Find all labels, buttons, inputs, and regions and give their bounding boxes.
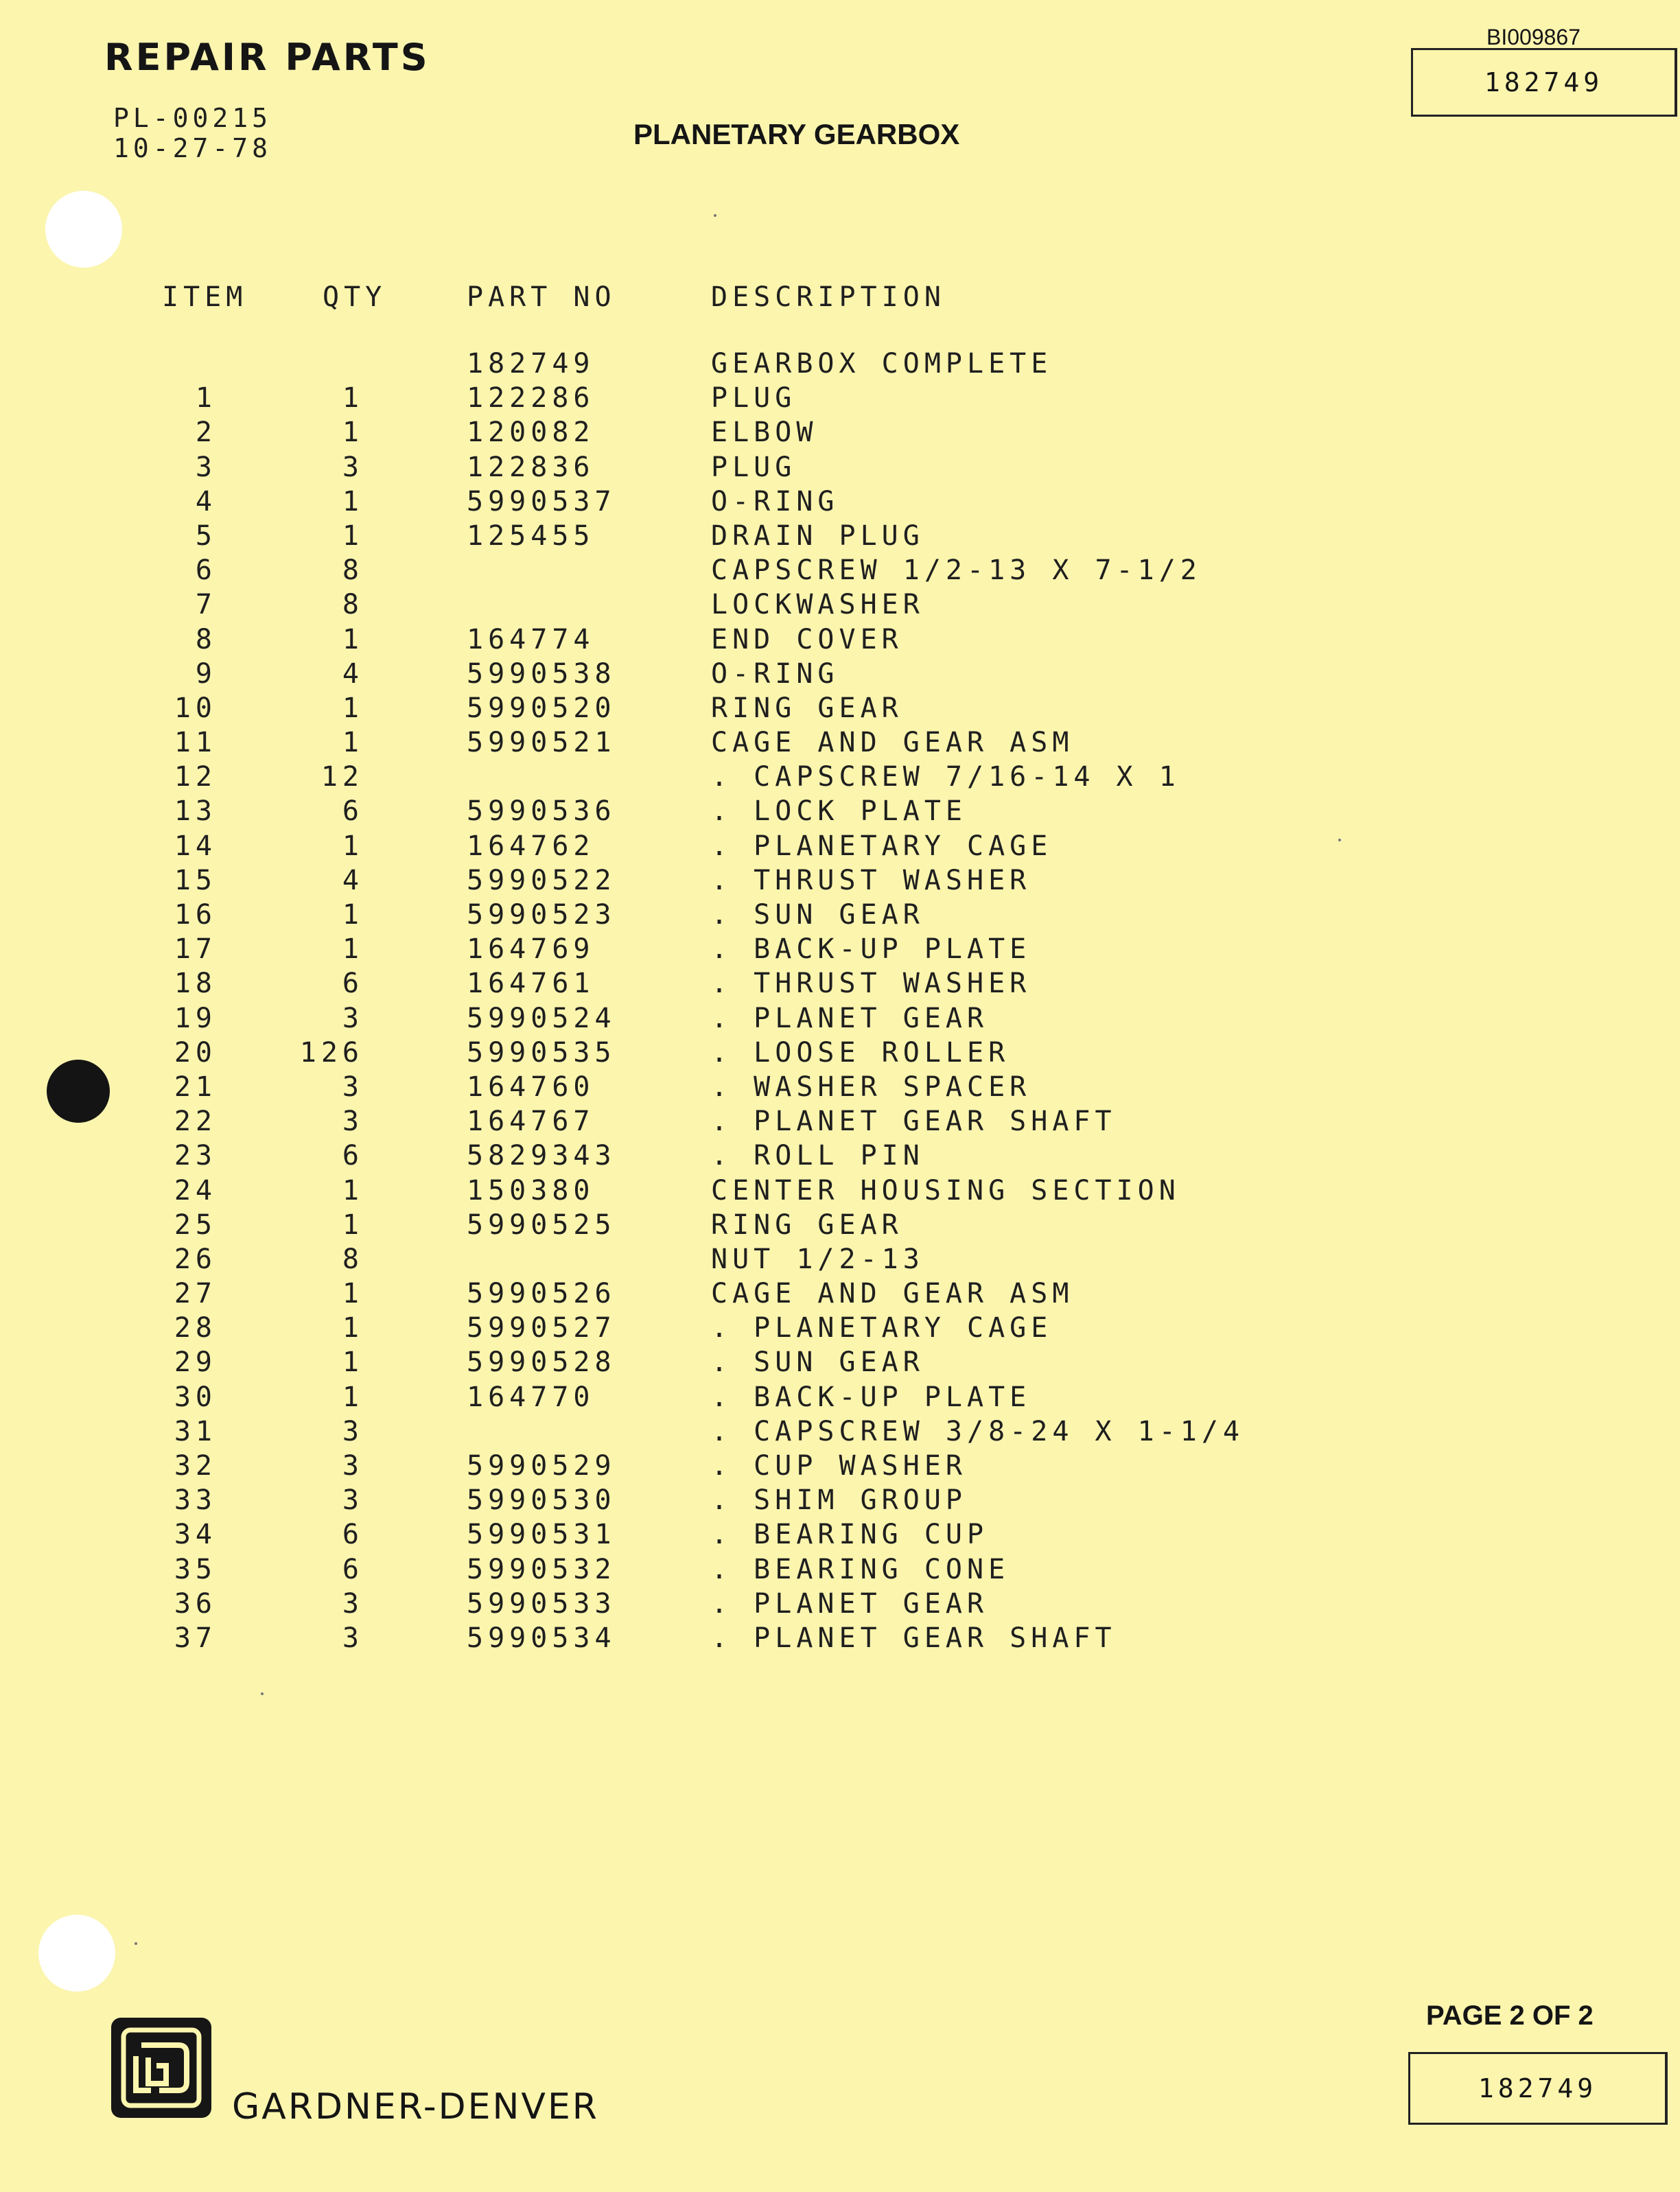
page-number: PAGE 2 OF 2 bbox=[1426, 2001, 1594, 2031]
table-row bbox=[0, 381, 1680, 415]
item-number: 16 bbox=[174, 899, 217, 931]
item-description: . CUP WASHER bbox=[711, 1450, 967, 1482]
item-quantity: 6 bbox=[342, 795, 364, 828]
table-row bbox=[0, 1070, 1680, 1104]
item-number: 2 bbox=[195, 417, 217, 449]
list-date: 10-27-78 bbox=[113, 133, 272, 163]
parts-list-number: PL-00215 bbox=[113, 103, 272, 133]
table-row bbox=[0, 1174, 1680, 1208]
item-part-number: 164761 bbox=[467, 968, 595, 1000]
item-description: NUT 1/2-13 bbox=[711, 1243, 924, 1275]
item-number: 18 bbox=[174, 968, 217, 1000]
item-description: RING GEAR bbox=[711, 692, 903, 724]
item-description: . PLANET GEAR SHAFT bbox=[711, 1106, 1117, 1138]
item-quantity: 3 bbox=[342, 1415, 364, 1447]
speck bbox=[135, 1942, 137, 1945]
item-quantity: 3 bbox=[342, 1106, 364, 1138]
item-description: . SHIM GROUP bbox=[711, 1484, 967, 1517]
item-part-number: 5990523 bbox=[467, 899, 616, 931]
item-quantity: 8 bbox=[342, 555, 364, 587]
item-description: CAGE AND GEAR ASM bbox=[711, 727, 1074, 759]
item-number: 26 bbox=[174, 1243, 217, 1275]
item-number: 22 bbox=[174, 1106, 217, 1138]
item-part-number: 164767 bbox=[467, 1106, 595, 1138]
item-number: 14 bbox=[174, 830, 217, 862]
item-description: . LOOSE ROLLER bbox=[711, 1036, 1010, 1069]
table-row bbox=[0, 1208, 1680, 1242]
item-description: DRAIN PLUG bbox=[711, 520, 924, 552]
item-part-number: 5990537 bbox=[467, 485, 616, 517]
table-row bbox=[0, 1621, 1680, 1655]
item-part-number: 5990533 bbox=[467, 1587, 616, 1620]
item-number: 10 bbox=[174, 692, 217, 724]
item-quantity: 3 bbox=[342, 1071, 364, 1103]
table-row bbox=[0, 1276, 1680, 1311]
item-number: 3 bbox=[195, 451, 217, 483]
table-row bbox=[0, 450, 1680, 485]
item-quantity: 1 bbox=[342, 1381, 364, 1413]
item-number: 23 bbox=[174, 1140, 217, 1172]
item-number: 27 bbox=[174, 1278, 217, 1310]
item-number: 29 bbox=[174, 1346, 217, 1379]
item-part-number: 164769 bbox=[467, 933, 595, 966]
item-number: 25 bbox=[174, 1209, 217, 1241]
item-quantity: 3 bbox=[342, 1002, 364, 1034]
item-part-number: 5990521 bbox=[467, 727, 616, 759]
item-number: 7 bbox=[195, 589, 217, 621]
item-part-number: 5990524 bbox=[467, 1002, 616, 1034]
item-description: GEARBOX COMPLETE bbox=[711, 348, 1053, 380]
item-description: . PLANET GEAR bbox=[711, 1587, 989, 1620]
item-number: 31 bbox=[174, 1415, 217, 1447]
gardner-denver-logo-graphic bbox=[111, 2018, 211, 2118]
table-row bbox=[0, 1552, 1680, 1587]
item-description: END COVER bbox=[711, 623, 903, 655]
item-quantity: 3 bbox=[342, 1622, 364, 1654]
item-description: . PLANETARY CAGE bbox=[711, 830, 1053, 862]
table-row bbox=[0, 794, 1680, 828]
item-quantity: 1 bbox=[342, 1346, 364, 1379]
table-row bbox=[0, 966, 1680, 1001]
item-quantity: 1 bbox=[342, 899, 364, 931]
part-number-box-top bbox=[1411, 48, 1677, 117]
item-part-number: 5990535 bbox=[467, 1036, 616, 1069]
item-quantity: 1 bbox=[342, 1174, 364, 1206]
item-description: O-RING bbox=[711, 657, 839, 690]
item-part-number: 5990538 bbox=[467, 657, 616, 690]
table-row bbox=[0, 622, 1680, 657]
column-header-description: DESCRIPTION bbox=[711, 281, 946, 313]
table-row bbox=[0, 519, 1680, 553]
item-number: 11 bbox=[174, 727, 217, 759]
item-description: . PLANETARY CAGE bbox=[711, 1312, 1053, 1344]
item-part-number: 164762 bbox=[467, 830, 595, 862]
item-part-number: 120082 bbox=[467, 417, 595, 449]
item-description: CENTER HOUSING SECTION bbox=[711, 1174, 1180, 1206]
table-row bbox=[0, 1587, 1680, 1621]
item-part-number: 5990534 bbox=[467, 1622, 616, 1654]
item-number: 8 bbox=[195, 623, 217, 655]
item-quantity: 3 bbox=[342, 1484, 364, 1517]
table-row bbox=[0, 1242, 1680, 1276]
item-description: . BEARING CUP bbox=[711, 1519, 989, 1551]
item-part-number: 5829343 bbox=[467, 1140, 616, 1172]
item-quantity: 1 bbox=[342, 1209, 364, 1241]
table-row bbox=[0, 691, 1680, 725]
item-number: 15 bbox=[174, 864, 217, 896]
item-part-number: 5990525 bbox=[467, 1209, 616, 1241]
item-description: . THRUST WASHER bbox=[711, 968, 1031, 1000]
item-number: 33 bbox=[174, 1484, 217, 1517]
table-row bbox=[0, 829, 1680, 863]
item-quantity: 1 bbox=[342, 692, 364, 724]
item-part-number: 5990520 bbox=[467, 692, 616, 724]
item-number: 12 bbox=[174, 761, 217, 793]
item-part-number: 5990532 bbox=[467, 1553, 616, 1585]
table-row bbox=[0, 863, 1680, 898]
table-row bbox=[0, 760, 1680, 794]
item-quantity: 8 bbox=[342, 589, 364, 621]
item-description: . LOCK PLATE bbox=[711, 795, 967, 828]
parts-table bbox=[0, 347, 1680, 1655]
column-header-qty: QTY bbox=[323, 281, 387, 313]
item-description: . THRUST WASHER bbox=[711, 864, 1031, 896]
table-row bbox=[0, 1036, 1680, 1070]
item-description: O-RING bbox=[711, 485, 839, 517]
item-quantity: 8 bbox=[342, 1243, 364, 1275]
item-part-number: 164760 bbox=[467, 1071, 595, 1103]
binder-hole-top bbox=[45, 191, 122, 268]
table-row bbox=[0, 657, 1680, 691]
item-quantity: 1 bbox=[342, 417, 364, 449]
column-header-item: ITEM bbox=[162, 281, 248, 313]
item-number: 35 bbox=[174, 1553, 217, 1585]
item-part-number: 182749 bbox=[467, 348, 595, 380]
item-quantity: 4 bbox=[342, 864, 364, 896]
item-number: 6 bbox=[195, 555, 217, 587]
item-number: 1 bbox=[195, 382, 217, 415]
item-quantity: 12 bbox=[320, 761, 364, 793]
item-description: . CAPSCREW 7/16-14 X 1 bbox=[711, 761, 1180, 793]
item-number: 5 bbox=[195, 520, 217, 552]
item-description: CAPSCREW 1/2-13 X 7-1/2 bbox=[711, 555, 1202, 587]
item-part-number: 5990530 bbox=[467, 1484, 616, 1517]
speck bbox=[714, 214, 716, 217]
item-part-number: 5990526 bbox=[467, 1278, 616, 1310]
binder-hole-bottom bbox=[38, 1915, 115, 1992]
item-part-number: 5990528 bbox=[467, 1346, 616, 1379]
item-part-number: 5990522 bbox=[467, 864, 616, 896]
item-number: 34 bbox=[174, 1519, 217, 1551]
table-row bbox=[0, 1345, 1680, 1379]
part-number-box-bottom-value: 182749 bbox=[1478, 2073, 1598, 2103]
item-description: CAGE AND GEAR ASM bbox=[711, 1278, 1074, 1310]
item-part-number: 5990527 bbox=[467, 1312, 616, 1344]
item-quantity: 3 bbox=[342, 451, 364, 483]
item-description: . ROLL PIN bbox=[711, 1140, 924, 1172]
item-description: . SUN GEAR bbox=[711, 1346, 924, 1379]
item-part-number: 150380 bbox=[467, 1174, 595, 1206]
item-number: 32 bbox=[174, 1450, 217, 1482]
table-row bbox=[0, 415, 1680, 450]
item-number: 37 bbox=[174, 1622, 217, 1654]
item-part-number: 164774 bbox=[467, 623, 595, 655]
item-part-number: 122286 bbox=[467, 382, 595, 415]
item-part-number: 125455 bbox=[467, 520, 595, 552]
item-description: . PLANET GEAR SHAFT bbox=[711, 1622, 1117, 1654]
item-quantity: 6 bbox=[342, 1140, 364, 1172]
table-row bbox=[0, 1517, 1680, 1552]
item-number: 19 bbox=[174, 1002, 217, 1034]
table-row bbox=[0, 725, 1680, 760]
table-row bbox=[0, 898, 1680, 932]
item-quantity: 1 bbox=[342, 623, 364, 655]
item-quantity: 1 bbox=[342, 1278, 364, 1310]
item-quantity: 1 bbox=[342, 830, 364, 862]
item-description: PLUG bbox=[711, 451, 797, 483]
table-row bbox=[0, 1449, 1680, 1483]
item-quantity: 1 bbox=[342, 520, 364, 552]
item-description: . BACK-UP PLATE bbox=[711, 1381, 1031, 1413]
table-row bbox=[0, 553, 1680, 587]
table-row bbox=[0, 1414, 1680, 1449]
item-description: LOCKWASHER bbox=[711, 589, 924, 621]
item-description: . PLANET GEAR bbox=[711, 1002, 989, 1034]
item-number: 28 bbox=[174, 1312, 217, 1344]
table-row bbox=[0, 1001, 1680, 1036]
item-quantity: 1 bbox=[342, 382, 364, 415]
item-description: ELBOW bbox=[711, 417, 818, 449]
column-header-part-no: PART NO bbox=[467, 281, 616, 313]
reference-id: BI009867 bbox=[1486, 25, 1581, 49]
item-quantity: 1 bbox=[342, 727, 364, 759]
table-row bbox=[0, 1380, 1680, 1414]
item-quantity: 126 bbox=[299, 1036, 364, 1069]
item-part-number: 122836 bbox=[467, 451, 595, 483]
item-number: 20 bbox=[174, 1036, 217, 1069]
item-description: . CAPSCREW 3/8-24 X 1-1/4 bbox=[711, 1415, 1245, 1447]
item-quantity: 3 bbox=[342, 1587, 364, 1620]
item-description: . SUN GEAR bbox=[711, 899, 924, 931]
part-number-box-bottom bbox=[1408, 2052, 1668, 2125]
item-number: 21 bbox=[174, 1071, 217, 1103]
item-part-number: 5990529 bbox=[467, 1450, 616, 1482]
item-description: . BACK-UP PLATE bbox=[711, 933, 1031, 966]
item-quantity: 1 bbox=[342, 485, 364, 517]
table-row bbox=[0, 347, 1680, 381]
document-title: PLANETARY GEARBOX bbox=[633, 118, 960, 150]
item-number: 9 bbox=[195, 657, 217, 690]
item-description: PLUG bbox=[711, 382, 797, 415]
item-number: 24 bbox=[174, 1174, 217, 1206]
item-part-number: 5990536 bbox=[467, 795, 616, 828]
item-number: 17 bbox=[174, 933, 217, 966]
table-row bbox=[0, 932, 1680, 966]
item-part-number: 5990531 bbox=[467, 1519, 616, 1551]
item-quantity: 6 bbox=[342, 968, 364, 1000]
brand-name: GARDNER-DENVER bbox=[232, 2086, 599, 2127]
item-number: 36 bbox=[174, 1587, 217, 1620]
table-row bbox=[0, 485, 1680, 519]
item-description: RING GEAR bbox=[711, 1209, 903, 1241]
item-number: 4 bbox=[195, 485, 217, 517]
item-part-number: 164770 bbox=[467, 1381, 595, 1413]
item-number: 30 bbox=[174, 1381, 217, 1413]
item-quantity: 3 bbox=[342, 1450, 364, 1482]
table-row bbox=[0, 1311, 1680, 1345]
table-row bbox=[0, 587, 1680, 622]
speck bbox=[261, 1692, 264, 1695]
part-number-box-top-value: 182749 bbox=[1484, 67, 1604, 97]
item-quantity: 1 bbox=[342, 933, 364, 966]
item-description: . BEARING CONE bbox=[711, 1553, 1010, 1585]
page-title: REPAIR PARTS bbox=[104, 36, 430, 79]
table-row bbox=[0, 1139, 1680, 1173]
item-quantity: 6 bbox=[342, 1519, 364, 1551]
table-row bbox=[0, 1104, 1680, 1139]
gardner-denver-logo-icon bbox=[111, 2018, 211, 2118]
item-quantity: 6 bbox=[342, 1553, 364, 1585]
table-row bbox=[0, 1483, 1680, 1517]
item-description: . WASHER SPACER bbox=[711, 1071, 1031, 1103]
item-number: 13 bbox=[174, 795, 217, 828]
item-quantity: 1 bbox=[342, 1312, 364, 1344]
item-quantity: 4 bbox=[342, 657, 364, 690]
